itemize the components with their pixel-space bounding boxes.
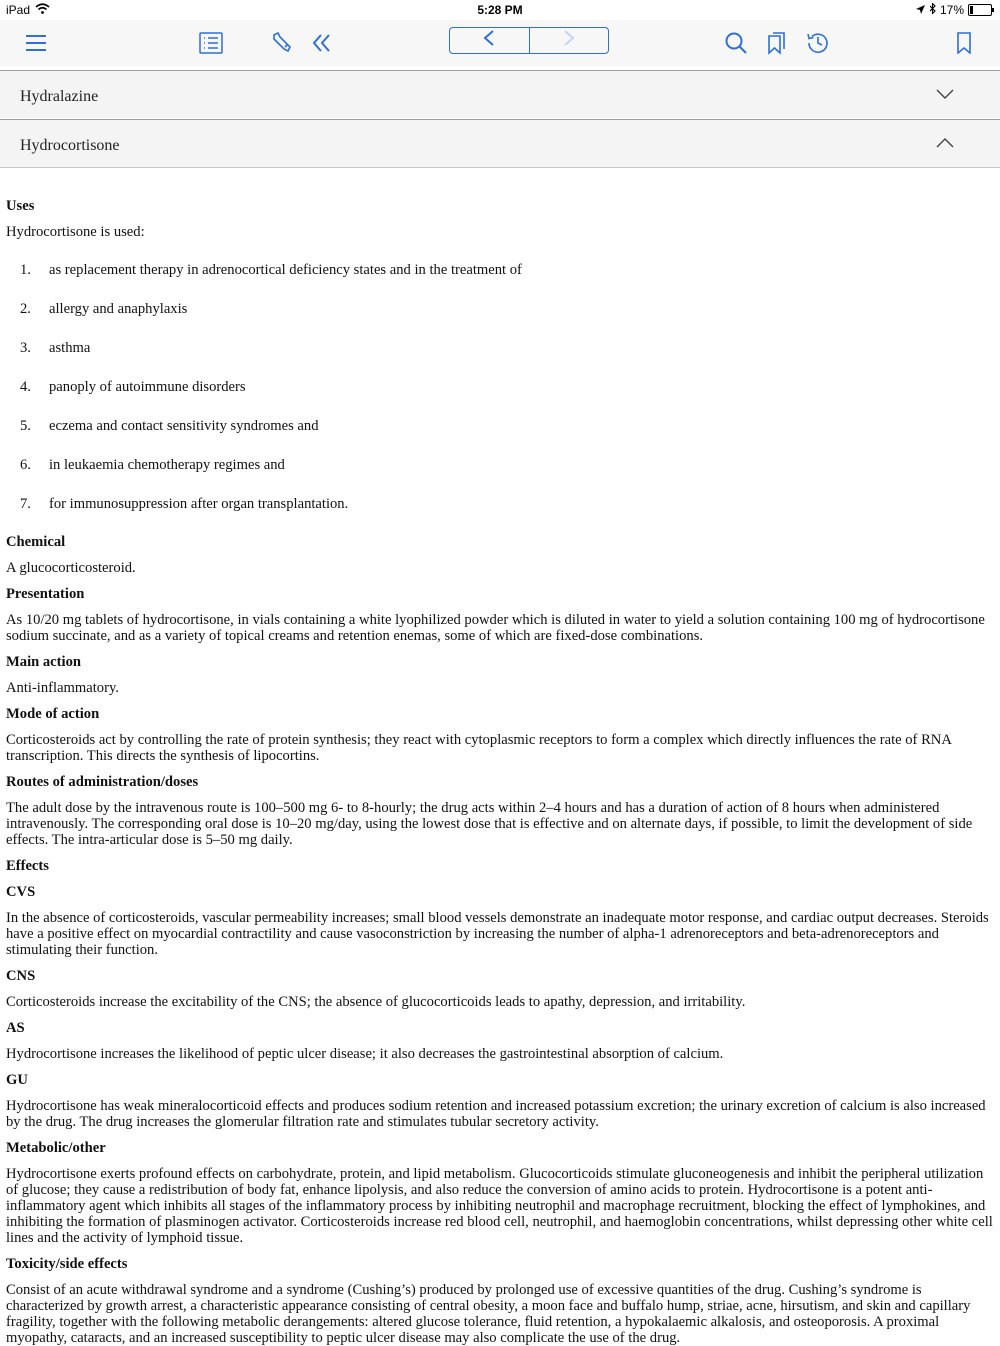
accordion-item-hydralazine[interactable]: [0, 70, 1000, 118]
chemical-text: A glucocorticosteroid.: [6, 560, 136, 576]
uses-list: [6, 262, 994, 520]
section-heading-chemical: Chemical: [6, 534, 66, 550]
presentation-text: As 10/20 mg tablets of hydrocortisone, in vials containing a white lyophilized powder which is diluted in water to yield a solution containing 100 mg of hydrocortisone sodium succinate, and as a variety of topical creams and retention enemas, some of which are fixed-dose combinations.: [6, 612, 985, 644]
metabolic-text: Hydrocortisone exerts profound effects on carbohydrate, protein, and lipid metabolism. Glucocorticoids stimulate gluconeogenesis and inhibit the peripheral utilization of glucose; they cause a redistribution of body fat, enhance lipolysis, and also reduce the conversion of amino acids to protein. Hydrocortisone is a potent anti-inflammatory agent which inhibits all stages of the inflammatory process by inhibiting neutrophil and macrophage recruitment, blocking the effect of lymphokines, and inhibiting the formation of plasminogen activator. Corticosteroids increase red blood cell, neutrophil, and haemoglobin concentrations, whilst depressing other white cell lines and the activity of lymphoid tissue.: [6, 1166, 993, 1246]
bookmark-icon[interactable]: [947, 26, 981, 60]
forward-arrow-icon: [563, 30, 575, 51]
clock: 5:28 PM: [477, 3, 523, 17]
double-chevron-left-icon[interactable]: [305, 26, 339, 60]
subsection-heading-cvs: CVS: [6, 884, 36, 900]
search-icon[interactable]: [719, 26, 753, 60]
mode-of-action-text: Corticosteroids act by controlling the rate of protein synthesis; they react with cytoplasmic receptors to form a complex which directly influences the rate of RNA transcription. This directs the synthesis of lipocortins.: [6, 732, 952, 764]
cns-text: Corticosteroids increase the excitability of the CNS; the absence of glucocorticoids leads to apathy, depression, and irritability.: [6, 994, 746, 1010]
list-item: 3. asthma: [20, 340, 91, 356]
subsection-heading-cns: CNS: [6, 968, 36, 984]
uses-intro: Hydrocortisone is used:: [6, 224, 145, 240]
list-item: 6. in leukaemia chemotherapy regimes and: [20, 457, 285, 473]
section-heading-effects: Effects: [6, 858, 49, 874]
subsection-heading-as: AS: [6, 1020, 25, 1036]
list-item: 5. eczema and contact sensitivity syndromes and: [20, 418, 319, 434]
history-navigation: [449, 27, 609, 54]
section-heading-uses: Uses: [6, 198, 35, 214]
forward-button[interactable]: [529, 28, 609, 53]
battery-fill: [970, 6, 973, 14]
tools-icon[interactable]: [265, 26, 299, 60]
as-text: Hydrocortisone increases the likelihood of peptic ulcer disease; it also decreases the gastrointestinal absorption of calcium.: [6, 1046, 724, 1062]
section-heading-metabolic: Metabolic/other: [6, 1140, 106, 1156]
section-heading-routes: Routes of administration/doses: [6, 774, 199, 790]
section-heading-presentation: Presentation: [6, 586, 85, 602]
routes-text: The adult dose by the intravenous route is 100–500 mg 6- to 8-hourly; the drug acts within 2–4 hours and has a duration of action of 8 hours when administered intravenously. The corresponding oral dose is 10–20 mg/day, using the lowest dose that is effective and on alternate days, if possible, to limit the development of side effects. The intra-articular dose is 5–50 mg daily.: [6, 800, 973, 848]
location-arrow-icon: [916, 3, 925, 17]
gu-text: Hydrocortisone has weak mineralocorticoid effects and produces sodium retention and increased potassium excretion; the urinary excretion of calcium is also increased by the drug. The drug increases the glomerular filtration rate and stimulates tubular secretory activity.: [6, 1098, 986, 1130]
list-item: 4. panoply of autoimmune disorders: [20, 379, 246, 395]
main-action-text: Anti-inflammatory.: [6, 680, 119, 696]
accordion-item-hydrocortisone[interactable]: [0, 119, 1000, 168]
history-icon[interactable]: [801, 26, 835, 60]
section-heading-mode-of-action: Mode of action: [6, 706, 100, 722]
accordion-item-label: Hydrocortisone: [20, 137, 120, 154]
cvs-text: In the absence of corticosteroids, vascular permeability increases; small blood vessels demonstrate an inadequate motor response, and cardiac output decreases. Steroids have a positive effect on myocardial contractility and cause vasoconstriction by increasing the number of alpha-1 adrenoreceptors and beta-adrenoreceptors and stimulating their function.: [6, 910, 989, 958]
section-heading-main-action: Main action: [6, 654, 81, 670]
bluetooth-icon: [929, 3, 936, 17]
list-icon[interactable]: [194, 26, 228, 60]
list-item: 7. for immunosuppression after organ transplantation.: [20, 496, 349, 512]
subsection-heading-gu: GU: [6, 1072, 28, 1088]
chevron-up-icon: [936, 136, 954, 154]
list-item: 2. allergy and anaphylaxis: [20, 301, 188, 317]
section-heading-toxicity: Toxicity/side effects: [6, 1256, 128, 1272]
menu-icon[interactable]: [19, 26, 53, 60]
back-button[interactable]: [450, 28, 529, 53]
device-name: iPad: [6, 3, 31, 17]
toolbar: [0, 20, 1000, 66]
status-bar: [0, 0, 1000, 20]
list-item: 1. as replacement therapy in adrenocortical deficiency states and in the treatment of: [20, 262, 522, 278]
toxicity-text: Consist of an acute withdrawal syndrome and a syndrome (Cushing’s) produced by prolonged use of excessive quantities of the drug. Cushing’s syndrome is characterized by growth arrest, a characteristic appearance consisting of central obesity, a moon face and buffalo hump, striae, acne, hirsutism, and skin and capillary fragility, together with the following metabolic derangements: altered glucose tolerance, fluid retention, a hypokalaemic alkalosis, and osteoporosis. A proximal myopathy, cataracts, and an increased susceptibility to peptic ulcer disease may also complicate the use of the drug.: [6, 1282, 971, 1346]
back-arrow-icon: [483, 30, 495, 51]
accordion-item-label: Hydralazine: [20, 88, 99, 105]
bookmarks-icon[interactable]: [760, 26, 794, 60]
chevron-down-icon: [936, 87, 954, 105]
battery-icon: [968, 4, 992, 16]
battery-percent: 17%: [939, 3, 964, 17]
drug-monograph: [6, 196, 994, 1346]
